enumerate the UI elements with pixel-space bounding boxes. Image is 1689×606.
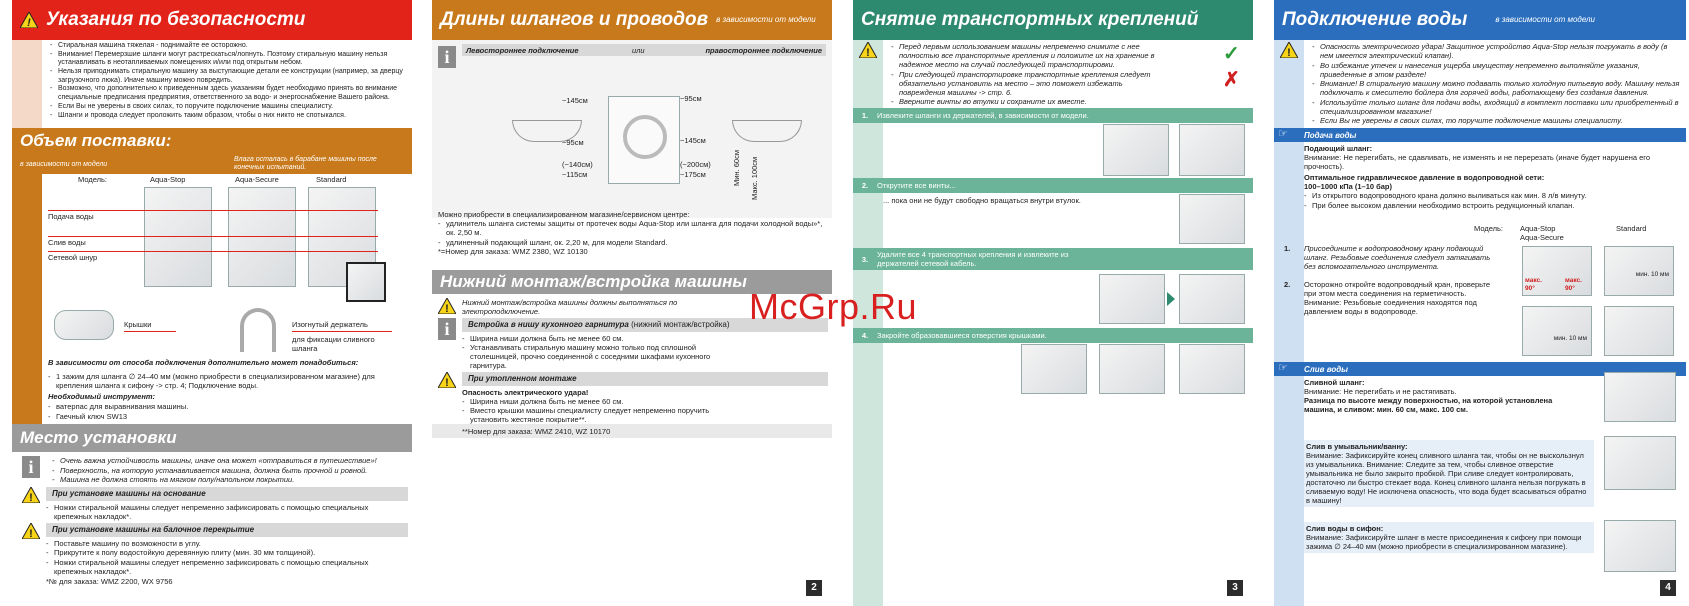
step-number: 4.	[861, 331, 869, 340]
dim-label: ~95см	[562, 138, 584, 147]
model-label: Модель:	[1474, 224, 1504, 233]
holder-desc: для фиксации сливного шланга	[292, 335, 375, 353]
page-number: 4	[1660, 580, 1676, 596]
step-number: 1.	[1284, 244, 1291, 253]
page-number: 3	[1227, 580, 1243, 596]
sink-shape	[732, 120, 802, 142]
step-4-image-b	[1099, 344, 1165, 394]
base-list	[46, 503, 408, 521]
step-4-image-c	[1179, 344, 1245, 394]
dim-label: (~200см)	[680, 160, 711, 169]
arrow-right-icon	[1167, 292, 1175, 306]
sink-image	[1604, 436, 1676, 490]
safety-list	[50, 42, 408, 121]
part-line	[48, 236, 378, 237]
shop-text: Можно приобрести в специализированном магазине/сервисном центре:	[438, 210, 690, 219]
page-title: Длины шлангов и проводов	[440, 8, 709, 30]
niche-title: Встройка в нишу кухонного гарнитура	[468, 320, 629, 329]
tools-title: Необходимый инструмент:	[48, 392, 156, 401]
delivery-sub-right: Влага осталась в барабане машины после конечных испытаний.	[234, 156, 377, 172]
supply-block	[1304, 144, 1682, 210]
extra-title: В зависимости от способа подключения дополнительно может понадобиться:	[48, 358, 359, 367]
beam-item: - Прикрутите к полу водостойкую деревянную плиту (мин. 30 мм толщиной).	[46, 548, 408, 557]
mount-note: Нижний монтаж/встройка машины должны выполняться по электроподключение.	[462, 298, 678, 316]
drain-hose: Сливной шланг:	[1304, 378, 1365, 387]
shop-list	[438, 219, 828, 247]
page-title: Указания по безопасности	[46, 8, 306, 30]
step-2-bar	[853, 178, 1253, 193]
shop-item: - удлиненный подающий шланг, ок. 2,20 м, для модели Standard.	[438, 238, 828, 247]
caps-line	[124, 331, 176, 332]
part-line	[48, 210, 378, 211]
drain-block	[1304, 378, 1560, 414]
warning-icon	[22, 487, 40, 503]
dim-label: Макс. 100см	[750, 156, 759, 200]
step-text: Открутите все винты...	[877, 181, 956, 190]
warn-item: - Вверните винты во втулки и сохраните их вместе.	[891, 97, 1161, 106]
delivery-sub-left: в зависимости от модели	[20, 161, 108, 168]
page-1	[12, 0, 412, 606]
page-number: 2	[806, 580, 822, 596]
delivery-subheader	[12, 154, 412, 174]
warn-item: - Используйте только шланг для подачи воды, входящий в комплект поставки или приобретенный в специализированном магазине!	[1312, 98, 1682, 116]
svg-text:!: !	[1287, 47, 1291, 58]
hoses-diagram	[432, 40, 832, 218]
page-4	[1274, 0, 1686, 606]
drain-hose-image	[1604, 372, 1676, 422]
warn-item: - Опасность электрического удара! Защитное устройство Aqua-Stop нельзя погружать в воду (в нем имеется электрический клапан).	[1312, 42, 1682, 60]
svg-text:!: !	[29, 528, 33, 539]
place-item: - Очень важна устойчивость машины, иначе она может «отправиться в путешествие»!	[52, 456, 377, 465]
extra-item: - 1 зажим для шланга ∅ 24–40 мм (можно приобрести в специализированном магазине) для крепления шланга к сифону -> стр. 4; Подключение воды.	[48, 372, 408, 390]
base-block	[22, 487, 408, 521]
angle-label: макс. 90°	[1525, 277, 1542, 293]
dim-label: ~175см	[680, 170, 706, 179]
sunk-list	[462, 397, 742, 425]
svg-text:!: !	[445, 303, 449, 314]
svg-text:!: !	[27, 17, 31, 28]
holder-label: Изогнутый держатель	[292, 320, 368, 329]
beam-title: При установке машины на балочное перекрытие	[46, 523, 408, 537]
dim-label: ~95см	[680, 94, 702, 103]
svg-text:!: !	[866, 47, 870, 58]
place-title: Место установки	[20, 427, 177, 447]
sink-title: Слив в умывальник/ванну:	[1306, 442, 1408, 451]
transport-warn-block	[859, 42, 1249, 107]
safety-item: - Нельзя приподнимать стиральную машину за выступающие детали ее конструкции (например, за дверцу загрузочного люка). Иначе машину можно повредить.	[50, 68, 408, 85]
pressure-item: - При более высоком давлении необходимо встроить редукционный клапан.	[1304, 201, 1682, 210]
safety-band	[12, 40, 42, 128]
dim-label: ~115см	[562, 170, 588, 179]
dim-label: (~140см)	[562, 160, 593, 169]
step-4-bar	[853, 328, 1253, 343]
safety-header	[12, 0, 412, 40]
door-shape	[623, 115, 667, 159]
svg-text:!: !	[445, 377, 449, 388]
tap-open-aqua-image	[1522, 306, 1592, 356]
place-item: - Машина не должна стоять на мягком полу/напольном покрытии.	[52, 475, 377, 484]
niche-sub: (нижний монтаж/встройка)	[631, 320, 730, 329]
check-icon: ✓	[1223, 43, 1240, 65]
info-icon: i	[438, 46, 456, 68]
step-2-note: ... пока они не будут свободно вращаться внутри втулок.	[883, 196, 1081, 205]
dim-label: ~145см	[562, 96, 588, 105]
hoses-header	[432, 0, 832, 40]
step-number: 3.	[861, 254, 869, 264]
tool-item: - Гаечный ключ SW13	[48, 412, 348, 421]
model-standard: Standard	[316, 175, 347, 184]
info-icon: i	[22, 456, 40, 478]
supply-step-1	[1284, 244, 1494, 271]
place-list	[52, 456, 377, 485]
drain-attn: Внимание: Не перегибать и не растягивать.	[1304, 387, 1457, 396]
beam-block	[22, 523, 408, 586]
part-line	[48, 251, 378, 252]
info-icon: i	[438, 318, 456, 340]
niche-list	[462, 334, 742, 371]
supply-step-2	[1284, 280, 1494, 316]
warn-item: - Если Вы не уверены в своих силах, то поручите подключение машины специалисту.	[1312, 116, 1682, 125]
step-text: Удалите все 4 транспортных крепления и извлеките из держателей сетевой кабель.	[877, 250, 1069, 268]
beam-item: - Ножки стиральной машины следует непременно зафиксировать с помощью специальных крепежных накладок*.	[46, 558, 408, 576]
shop-block	[438, 210, 828, 256]
dim-label: ~145см	[680, 136, 706, 145]
or-label: или	[632, 46, 645, 55]
safety-item: - Если Вы не уверены в своих силах, то поручите подключение машины специалисту.	[50, 103, 408, 111]
machine-aqua-stop-image	[144, 187, 212, 287]
connection-bar	[462, 44, 826, 56]
beam-item: - Поставьте машину по возможности в углу.	[46, 539, 408, 548]
tools-list	[48, 402, 348, 421]
safety-item: - Шланги и провода следует проложить таким образом, чтобы о них никто не спотыкался.	[50, 112, 408, 120]
transport-warn-list	[891, 42, 1161, 107]
warning-icon	[859, 42, 877, 58]
step-3-image-b	[1179, 274, 1245, 324]
watermark: McGrp.Ru	[749, 286, 918, 327]
sunk-item: - Ширина ниши должна быть не менее 60 см.	[462, 397, 742, 406]
safety-item: - Возможно, что дополнительно к приведенным здесь указаниям будет необходимо принять во внимание специальные предписания предприятия, ответственного за водо- и энергоснабжение Вашего района.	[50, 85, 408, 102]
tool-item: - ватерпас для выравнивания машины.	[48, 402, 348, 411]
delivery-title: Объем поставки:	[20, 130, 172, 150]
drain-height: Разница по высоте между поверхностью, на которой установлена машина, и сливом: мин. 60 см, макс. 100 см.	[1304, 396, 1553, 414]
base-title: При установке машины на основание	[46, 487, 408, 501]
tap-standard-image	[1604, 246, 1674, 296]
warning-icon	[1280, 42, 1298, 58]
step-text: Осторожно откройте водопроводный кран, проверьте при этом места соединения на герметичность.	[1304, 280, 1491, 298]
part-power-cord: Сетевой шнур	[48, 253, 98, 262]
step-4-image-a	[1021, 344, 1087, 394]
warning-icon	[22, 523, 40, 539]
warning-icon	[20, 12, 38, 28]
hand-icon: ☞	[1278, 128, 1288, 140]
niche-item: - Ширина ниши должна быть не менее 60 см.	[462, 334, 742, 343]
water-header	[1274, 0, 1686, 40]
warning-icon	[438, 298, 456, 314]
part-water-supply: Подача воды	[48, 212, 94, 221]
shop-order: *=Номер для заказа: WMZ 2380, WZ 10130	[438, 247, 588, 256]
supply-bar: Подача воды	[1274, 128, 1686, 142]
mount-title: Нижний монтаж/встройка машины	[440, 271, 747, 291]
extra-list	[48, 372, 408, 391]
step-2-image	[1179, 194, 1245, 244]
siphon-text: Внимание: Зафиксируйте шланг в месте присоединения к сифону при помощи зажима ∅ 24–40 мм (можно приобрести в специализированном магазине).	[1306, 533, 1582, 551]
step-text: Закройте образовавшиеся отверстия крышками.	[877, 331, 1047, 340]
title-sub: в зависимости от модели	[716, 15, 816, 25]
model-label: Модель:	[78, 175, 108, 184]
pressure-value: 100–1000 кПа (1–10 бар)	[1304, 182, 1393, 191]
hand-icon: ☞	[1278, 362, 1288, 374]
left-label: Левостороннее подключение	[466, 46, 579, 55]
min-label: мин. 10 мм	[1635, 271, 1669, 278]
svg-text:!: !	[29, 492, 33, 503]
caps-image	[54, 310, 114, 340]
title-sub: в зависимости от модели	[1495, 15, 1595, 25]
step-3-image-a	[1099, 274, 1165, 324]
warn-item: - Во избежание утечек и нанесения ущерба имуществу непременно выполняйте указания, приведенные в этом разделе!	[1312, 61, 1682, 79]
shop-item: - удлинитель шланга системы защиты от протечек воды Aqua-Stop или шланга для подачи холодной воды»*, ок. 2,50 м.	[438, 219, 828, 237]
page-title: Снятие транспортных креплений	[861, 8, 1199, 30]
safety-item: - Внимание! Перемерзшие шланги могут растрескаться/лопнуть. Поэтому стиральную машину нельзя устанавливать в неотапливаемых помещениях и/или под открытым небом.	[50, 51, 408, 68]
caps-label: Крышки	[124, 320, 152, 329]
order-note: *№ для заказа: WMZ 2200, WX 9756	[46, 576, 173, 586]
place-block	[22, 456, 408, 485]
place-header	[12, 424, 412, 452]
right-label: правостороннее подключение	[705, 46, 822, 55]
warning-icon	[438, 372, 456, 388]
step-1-bar	[853, 108, 1253, 123]
beam-list	[46, 539, 408, 576]
dim-label: Мин. 60см	[732, 150, 741, 186]
niche-item: - Устанавливать стиральную машину можно только под сплошной столешницей, прочно соединенной с соседними шкафами кухонного гарнитура.	[462, 343, 742, 370]
step-text: Присоедините к водопроводному крану подающий шланг. Резьбовые соединения следует затягивать без вспомогательного инструмента.	[1304, 244, 1491, 271]
supply-attn: Внимание: Не перегибать, не сдавливать, не изменять и не перерезать (иначе будет нарушена его прочность).	[1304, 153, 1650, 171]
place-item: - Поверхность, на которую устанавливается машина, должна быть прочной и ровной.	[52, 466, 377, 475]
sunk-warn: Опасность электрического удара!	[462, 387, 589, 397]
water-warn-list	[1312, 42, 1682, 126]
warn-item: - Внимание! В стиральную машину можно подавать только холодную питьевую воду. Машину нельзя подключать к смесителю бойлера для горячей воды, работающему без создания давления.	[1312, 79, 1682, 97]
siphon-title: Слив воды в сифон:	[1306, 524, 1384, 533]
power-cord-detail-image	[346, 262, 386, 302]
delivery-header	[12, 128, 412, 154]
drain-bar: Слив воды	[1274, 362, 1686, 376]
sunk-order: **Номер для заказа: WMZ 2410, WZ 10170	[432, 424, 832, 438]
holder-image	[240, 308, 276, 352]
sunk-item: - Вместо крышки машины специалисту следует непременно поручить установить жестяное покрытие**.	[462, 406, 742, 424]
sunk-title: При утопленном монтаже	[462, 372, 828, 386]
pressure-title: Оптимальное гидравлическое давление в водопроводной сети:	[1304, 173, 1545, 182]
transport-header	[853, 0, 1253, 40]
step-number: 2.	[1284, 280, 1291, 289]
tap-aqua-image	[1522, 246, 1592, 296]
step-attn: Внимание: Резьбовые соединения находятся под давлением воды в водопроводе.	[1304, 298, 1477, 316]
machine-diagram-image	[608, 96, 680, 184]
warn-item: - При следующей транспортировке транспортные крепления следует обязательно установить на место – это поможет избежать повреждения машины -> стр. 6.	[891, 70, 1161, 97]
angle-label: макс. 90°	[1565, 277, 1582, 293]
model-standard: Standard	[1616, 224, 1647, 233]
machine-aqua-secure-image	[228, 187, 296, 287]
min-label: мин. 10 мм	[1553, 335, 1587, 342]
tap-open-standard-image	[1604, 306, 1674, 356]
model-aqua: Aqua-Stop Aqua-Secure	[1520, 224, 1564, 242]
sink-block	[1304, 440, 1594, 507]
sink-text: Внимание: Зафиксируйте конец сливного шланга так, чтобы он не выскользнул из умывальника. Внимание: Следите за тем, чтобы сливное отверстие умывальника не было закрыто пробкой. При сливе следует контролировать, достаточно ли быстро стекает вода. Конец сливного шланга нельзя погружать в сливаемую воду! Не исключена опасность, что вода будет всасываться обратно в машину!	[1306, 451, 1587, 505]
part-drain: Слив воды	[48, 238, 86, 247]
step-number: 1.	[861, 111, 869, 120]
sunk-block	[438, 372, 828, 425]
step-3-bar	[853, 248, 1253, 270]
model-aqua-secure: Aqua-Secure	[235, 175, 279, 184]
base-item: - Ножки стиральной машины следует непременно зафиксировать с помощью специальных крепежных накладок*.	[46, 503, 408, 521]
page-title: Подключение воды	[1282, 8, 1468, 30]
model-aqua-stop: Aqua-Stop	[150, 175, 186, 184]
step-1-image-a	[1103, 124, 1169, 176]
cross-icon: ✗	[1223, 69, 1240, 91]
step-number: 2.	[861, 181, 869, 190]
pressure-list	[1304, 191, 1682, 210]
safety-item: - Стиральная машина тяжелая - поднимайте ее осторожно.	[50, 42, 408, 50]
pressure-item: - Из открытого водопроводного крана должно выливаться как мин. 8 л/в минуту.	[1304, 191, 1682, 200]
siphon-image	[1604, 520, 1676, 572]
check-cross-image	[1195, 42, 1245, 94]
holder-line	[292, 331, 392, 332]
siphon-block	[1304, 522, 1594, 553]
water-warn-block	[1280, 42, 1684, 126]
step-text: Извлеките шланги из держателей, в зависимости от модели.	[877, 111, 1089, 120]
warn-item: - Перед первым использованием машины непременно снимите с нее полностью все транспортные крепления и положите их на хранение в надежное место на случай последующей транспортировки.	[891, 42, 1161, 69]
step-1-image-b	[1179, 124, 1245, 176]
supply-hose: Подающий шланг:	[1304, 144, 1373, 153]
